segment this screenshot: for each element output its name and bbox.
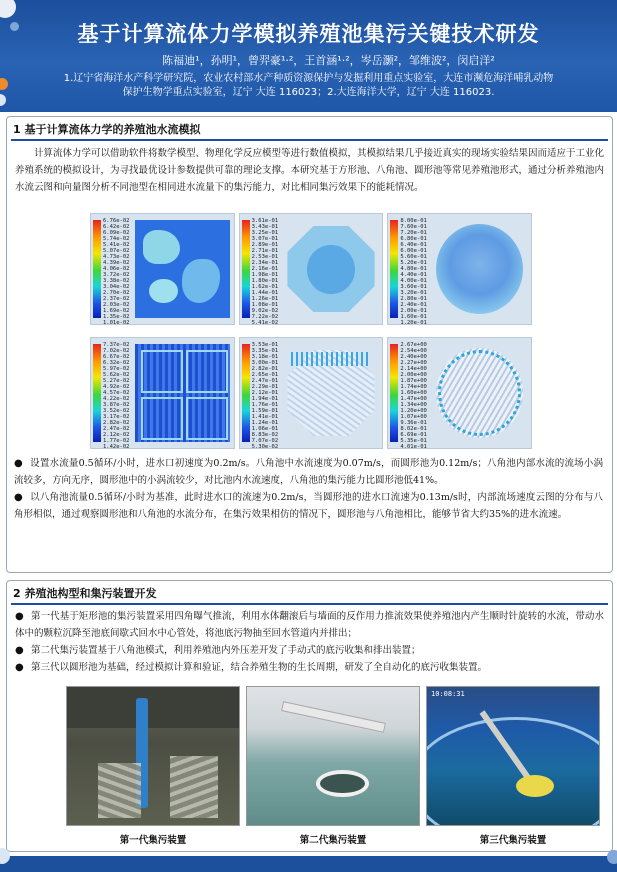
- vector-cell: [186, 350, 228, 393]
- color-scale-tick-label: 3.18e-01: [251, 354, 279, 360]
- photo-third-gen-device: [426, 686, 600, 826]
- color-scale-tick-label: 2.29e-01: [251, 384, 279, 390]
- color-scale-tick-label: 1.59e-01: [251, 408, 279, 414]
- flow-region: [307, 245, 354, 294]
- color-scale-tick-label: 4.92e-02: [103, 384, 130, 390]
- photo-first-gen-device: [66, 686, 240, 826]
- color-scale-tick-label: 6.69e-01: [400, 432, 427, 438]
- octagon-pool-field: [284, 220, 379, 318]
- color-scale-tick-label: 3.07e-01: [251, 236, 279, 242]
- decor-circle-orange: [0, 78, 8, 90]
- color-scale-tick-label: 1.08e-01: [251, 302, 279, 308]
- color-scale-tick-label: 3.60e-01: [400, 284, 427, 290]
- color-scale-tick-label: 1.44e-01: [251, 290, 279, 296]
- color-scale-tick-label: 4.00e-01: [400, 278, 427, 284]
- color-scale-bar: [390, 344, 398, 442]
- color-scale-tick-label: 2.47e-02: [103, 426, 130, 432]
- color-scale-tick-label: 1.42e-02: [103, 444, 130, 449]
- color-scale-tick-label: 2.37e-02: [103, 296, 130, 302]
- color-scale-tick-label: 3.38e-02: [103, 278, 130, 284]
- color-scale-tick-label: 5.30e-02: [251, 444, 279, 449]
- color-scale-tick-label: 3.61e-01: [251, 218, 279, 224]
- color-scale-tick-label: 2.65e-01: [251, 372, 279, 378]
- color-scale-tick-label: 3.43e-01: [251, 224, 279, 230]
- color-scale-tick-label: 8.02e-01: [400, 426, 427, 432]
- circular-pool-vector-field: [432, 344, 527, 442]
- bullet-text: 以八角池流量0.5循环/小时为基准，此时进水口的流速为0.2m/s，当圆形池的进水口流速为0.13m/s时，内部流场速度云图的分布与八角形相似，通过观察圆形池和八角池的水流分布，在集污效果相仿的情况下，圆形池与八角池相比，能够节省大约35%的进水流速。: [14, 492, 603, 520]
- vector-cell: [141, 397, 183, 440]
- color-scale-tick-label: 2.16e-01: [251, 266, 279, 272]
- color-scale-tick-label: 3.25e-01: [251, 230, 279, 236]
- square-pool-vectors: [90, 337, 235, 449]
- color-scale-ticks: [251, 342, 282, 449]
- decor-circle-footer: [0, 848, 10, 864]
- color-scale-tick-label: 4.22e-02: [103, 396, 130, 402]
- color-scale-tick-label: 5.41e-02: [103, 242, 130, 248]
- color-scale-tick-label: 1.60e-01: [400, 314, 427, 320]
- color-scale-tick-label: 7.02e-02: [103, 348, 130, 354]
- pipe: [282, 701, 387, 733]
- color-scale-tick-label: 1.77e-02: [103, 438, 130, 444]
- color-scale-bar: [390, 220, 398, 318]
- bullet-text: 第一代基于矩形池的集污装置采用四角曝气推流，利用水体翻滚后与墙面的反作用力推流效果使养殖池内产生顺时针旋转的水流，带动水体中的颗粒沉降至池底间歇式回水中心管处，将池底污物抽至回水管道内并排出；: [15, 611, 604, 639]
- color-scale-tick-label: 3.53e-01: [251, 342, 279, 348]
- flow-region: [149, 279, 177, 304]
- square-pool-contour: [90, 213, 235, 325]
- color-scale-tick-label: 1.98e-01: [251, 272, 279, 278]
- octagon-pool-contour: [239, 213, 384, 325]
- color-scale-tick-label: 1.62e-01: [251, 284, 279, 290]
- color-scale-tick-label: 1.94e-01: [251, 396, 279, 402]
- vector-cell: [141, 350, 183, 393]
- color-scale-tick-label: 3.00e-01: [251, 360, 279, 366]
- vector-figure-row: [90, 337, 532, 449]
- decor-circle-small: [10, 22, 19, 31]
- color-scale-tick-label: 3.04e-02: [103, 284, 130, 290]
- color-scale-tick-label: 1.34e+00: [400, 402, 427, 408]
- bullet-item: [15, 659, 604, 676]
- square-pool-vector-field: [135, 344, 230, 442]
- bullet-item: [14, 489, 603, 523]
- pool-rim: [426, 717, 600, 826]
- poster-title: 基于计算流体力学模拟养殖池集污关键技术研发: [77, 22, 540, 46]
- color-scale-tick-label: 8.00e-01: [400, 218, 427, 224]
- decor-circle-light: [0, 94, 6, 106]
- color-scale-tick-label: 2.00e+00: [400, 372, 427, 378]
- color-scale-tick-label: 2.27e+00: [400, 360, 427, 366]
- color-scale-tick-label: 5.62e-02: [103, 372, 130, 378]
- octagon-pool-vectors: [239, 337, 384, 449]
- color-scale-tick-label: 2.70e-02: [103, 290, 130, 296]
- contour-figure-row: [90, 213, 532, 325]
- color-scale-tick-label: 1.41e-01: [251, 414, 279, 420]
- color-scale-tick-label: 6.67e-02: [103, 354, 130, 360]
- color-scale-tick-label: 2.03e-02: [103, 302, 130, 308]
- affiliations: [20, 72, 597, 100]
- color-scale-tick-label: 5.20e-01: [400, 260, 427, 266]
- color-scale-tick-label: 2.82e-01: [251, 366, 279, 372]
- circular-pool-shape: [436, 224, 523, 314]
- bullet-text: 设置水流量0.5循环/小时，进水口初速度为0.2m/s。八角池中水流速度为0.07m/s，而圆形池为0.12m/s；八角池内部水流的流场小涡流较多，方向无序，圆形池中的小涡流较少，对比池内水流速度，八角池的集污能力比圆形池低41%。: [14, 458, 603, 486]
- color-scale-tick-label: 2.12e-01: [251, 390, 279, 396]
- section-title: 1 基于计算流体力学的养殖池水流模拟: [13, 123, 201, 136]
- color-scale-tick-label: 7.07e-02: [251, 438, 279, 444]
- color-scale-tick-label: 6.32e-02: [103, 360, 130, 366]
- color-scale-tick-label: 2.82e-02: [103, 420, 130, 426]
- color-scale-tick-label: 1.87e+00: [400, 378, 427, 384]
- author-list: 陈福迪¹，孙明¹，曾羿豪¹·²，王首涵¹·²，岑岳灏²，邹维波²，闵启洋²: [162, 54, 495, 67]
- photo-captions: [66, 832, 600, 846]
- section-divider: [11, 603, 608, 605]
- caption-second-gen: 第二代集污装置: [299, 835, 367, 846]
- color-scale-tick-label: 4.01e-01: [400, 444, 427, 449]
- title-banner: [0, 0, 617, 112]
- color-scale-tick-label: 7.37e-02: [103, 342, 130, 348]
- color-scale-tick-label: 6.80e-01: [400, 236, 427, 242]
- photo-second-gen-device: [246, 686, 420, 826]
- color-scale-tick-label: 4.06e-02: [103, 266, 130, 272]
- circular-pool-vectors: [387, 337, 532, 449]
- color-scale-tick-label: 1.26e-01: [251, 296, 279, 302]
- vector-band: [291, 352, 371, 366]
- section-title: 2 养殖池构型和集污装置开发: [13, 587, 157, 600]
- color-scale-tick-label: 1.01e-02: [103, 320, 130, 325]
- color-scale-tick-label: 1.74e+00: [400, 384, 427, 390]
- color-scale-bar: [242, 344, 250, 442]
- bullet-text: 第二代集污装置基于八角池模式，利用养殖池内外压差开发了手动式的底污收集和排出装置；: [31, 645, 421, 656]
- color-scale-tick-label: 1.24e-01: [251, 420, 279, 426]
- bullet-icon: ●: [15, 645, 24, 656]
- bullet-icon: ●: [14, 458, 23, 469]
- color-scale-tick-label: 1.20e+00: [400, 408, 427, 414]
- color-scale-tick-label: 1.20e-01: [400, 320, 427, 325]
- bullet-item: [15, 642, 604, 659]
- decor-circle-large: [0, 0, 16, 18]
- color-scale-tick-label: 7.60e-01: [400, 224, 427, 230]
- color-scale-tick-label: 4.73e-02: [103, 254, 130, 260]
- color-scale-tick-label: 1.06e-01: [251, 426, 279, 432]
- color-scale-tick-label: 2.71e-01: [251, 248, 279, 254]
- color-scale-tick-label: 5.07e-02: [103, 248, 130, 254]
- color-scale-tick-label: 4.39e-02: [103, 260, 130, 266]
- bullet-item: [14, 455, 603, 489]
- color-scale-tick-label: 4.80e-01: [400, 266, 427, 272]
- color-scale-ticks: [400, 342, 430, 449]
- color-scale-tick-label: 1.47e+00: [400, 396, 427, 402]
- bullet-item: [15, 608, 604, 642]
- color-scale-tick-label: 5.35e-01: [400, 438, 427, 444]
- color-scale-tick-label: 3.17e-02: [103, 414, 130, 420]
- color-scale-tick-label: 2.67e+00: [400, 342, 427, 348]
- color-scale-tick-label: 2.80e-01: [400, 296, 427, 302]
- color-scale-tick-label: 9.02e-02: [251, 308, 279, 314]
- color-scale-tick-label: 3.35e-01: [251, 348, 279, 354]
- color-scale-ticks: [400, 218, 430, 325]
- footer-bar: [0, 856, 617, 872]
- color-scale-tick-label: 6.09e-02: [103, 230, 130, 236]
- affiliation-line: 1.辽宁省海洋水产科学研究院，农业农村部水产种质资源保护与发掘利用重点实验室，大连市濒危海洋哺乳动物: [63, 73, 554, 84]
- tank-wall: [67, 687, 239, 728]
- color-scale-tick-label: 1.76e-01: [251, 402, 279, 408]
- flow-region: [182, 259, 220, 303]
- color-scale-tick-label: 5.41e-02: [251, 320, 279, 325]
- color-scale-tick-label: 1.60e+00: [400, 390, 427, 396]
- color-scale-tick-label: 7.22e-02: [251, 314, 279, 320]
- color-scale-tick-label: 3.87e-02: [103, 402, 130, 408]
- color-scale-tick-label: 4.57e-02: [103, 390, 130, 396]
- color-scale-ticks: [251, 218, 282, 325]
- affiliation-line: 保护生物学重点实验室，辽宁 大连 116023；2.大连海洋大学，辽宁 大连 116023.: [122, 87, 495, 98]
- color-scale-tick-label: 1.80e-01: [251, 278, 279, 284]
- square-pool-field: [135, 220, 230, 318]
- color-scale-tick-label: 5.27e-02: [103, 378, 130, 384]
- color-scale-tick-label: 3.52e-02: [103, 408, 130, 414]
- caption-first-gen: 第一代集污装置: [119, 835, 187, 846]
- bullet-icon: ●: [14, 492, 23, 503]
- color-scale-tick-label: 2.00e-01: [400, 308, 427, 314]
- color-scale-tick-label: 2.12e-02: [103, 432, 130, 438]
- color-scale-tick-label: 4.40e-01: [400, 272, 427, 278]
- color-scale-tick-label: 1.69e-02: [103, 308, 130, 314]
- sediment: [98, 763, 141, 818]
- section1-bullets: [6, 455, 611, 523]
- color-scale-tick-label: 5.74e-02: [103, 236, 130, 242]
- color-scale-tick-label: 3.72e-02: [103, 272, 130, 278]
- circular-pool-field: [432, 220, 527, 318]
- color-scale-tick-label: 7.20e-01: [400, 230, 427, 236]
- color-scale-tick-label: 6.40e-01: [400, 242, 427, 248]
- decor-circle-footer-right: [607, 850, 617, 864]
- bullet-icon: ●: [15, 611, 24, 622]
- color-scale-tick-label: 6.00e-01: [400, 248, 427, 254]
- color-scale-tick-label: 8.83e-02: [251, 432, 279, 438]
- color-scale-tick-label: 5.60e-01: [400, 254, 427, 260]
- vector-cell: [186, 397, 228, 440]
- bullet-text: 第三代以圆形池为基础，经过模拟计算和验证，结合养殖生物的生长周期，研发了全自动化的底污收集装置。: [31, 662, 488, 673]
- section-intro: 计算流体力学可以借助软件将数学模型、物理化学反应模型等进行数值模拟，其模拟结果几乎接近真实的现场实验结果因而适应于工业化养殖系统的模拟设计，为寻找最优设计参数提供可靠的理论支撑。本研究基于方形池、八角池、圆形池等常见养殖池形式，通过分析养殖池内水流云图和向量图分析不同池型在相同进水流量下的集污能力，对比相同集污效果下的能耗情况。: [15, 148, 605, 193]
- color-scale-tick-label: 2.40e+00: [400, 354, 427, 360]
- color-scale-bar: [93, 344, 101, 442]
- section-divider: [11, 139, 608, 141]
- device-photos: [66, 686, 600, 826]
- flow-region: [143, 230, 181, 264]
- color-scale-tick-label: 5.97e-02: [103, 366, 130, 372]
- color-scale-tick-label: 2.89e-01: [251, 242, 279, 248]
- color-scale-ticks: [103, 218, 133, 325]
- timestamp: 10:08:31: [431, 690, 465, 698]
- color-scale-tick-label: 2.34e-01: [251, 260, 279, 266]
- sediment: [170, 756, 218, 818]
- bullet-icon: ●: [15, 662, 24, 673]
- color-scale-tick-label: 2.40e-01: [400, 302, 427, 308]
- color-scale-tick-label: 3.20e-01: [400, 290, 427, 296]
- color-scale-tick-label: 1.35e-02: [103, 314, 130, 320]
- color-scale-tick-label: 6.76e-02: [103, 218, 130, 224]
- color-scale-bar: [242, 220, 250, 318]
- color-scale-tick-label: 9.36e-01: [400, 420, 427, 426]
- color-scale-tick-label: 6.42e-02: [103, 224, 130, 230]
- circular-pool-contour: [387, 213, 532, 325]
- color-scale-tick-label: 1.07e+00: [400, 414, 427, 420]
- color-scale-tick-label: 2.54e+00: [400, 348, 427, 354]
- color-scale-tick-label: 2.14e+00: [400, 366, 427, 372]
- color-scale-bar: [93, 220, 101, 318]
- color-scale-tick-label: 2.53e-01: [251, 254, 279, 260]
- caption-third-gen: 第三代集污装置: [479, 835, 547, 846]
- octagon-pool-vector-field: [284, 344, 379, 442]
- color-scale-tick-label: 2.47e-01: [251, 378, 279, 384]
- vector-ring: [438, 350, 521, 436]
- drain-ring: [316, 770, 369, 797]
- color-scale-ticks: [103, 342, 133, 449]
